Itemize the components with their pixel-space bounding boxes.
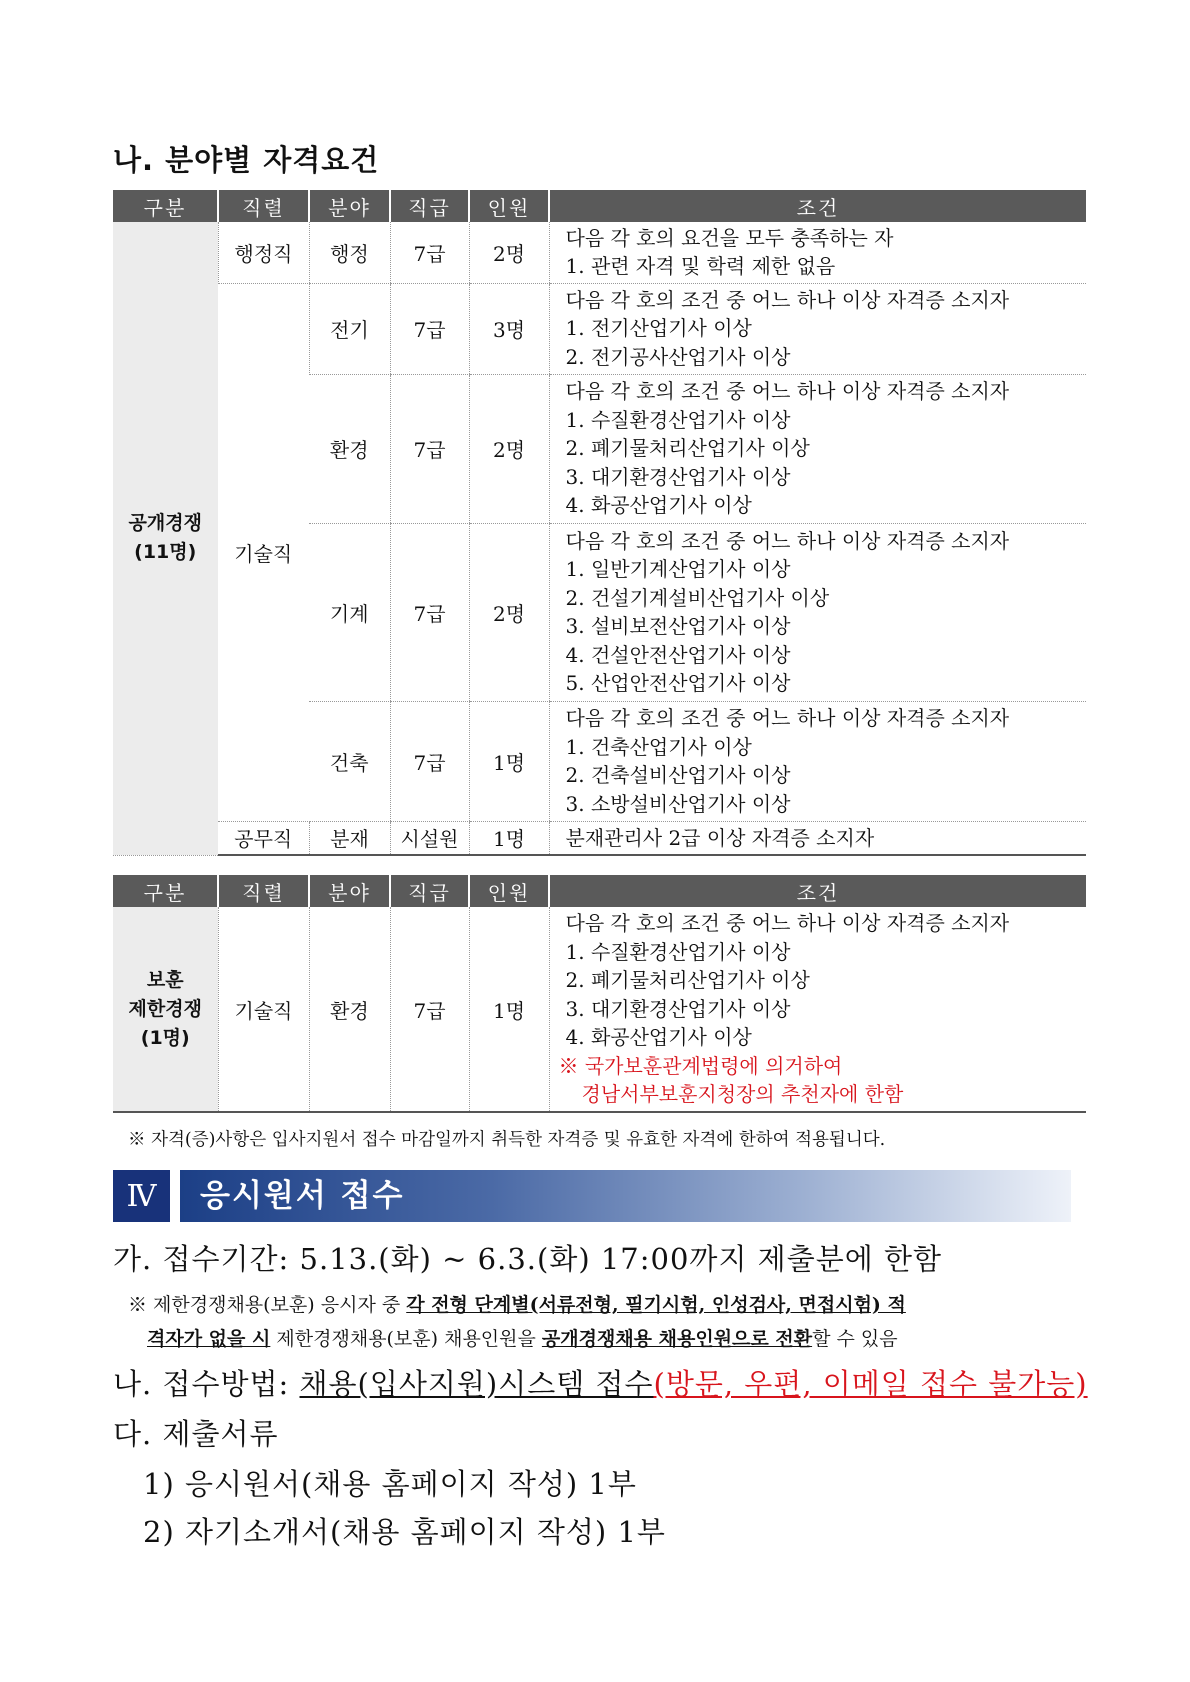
count-cell: 2명	[469, 523, 549, 701]
condition-cell: 다음 각 호의 조건 중 어느 하나 이상 자격증 소지자 1. 일반기계산업기사 이상 2. 건설기계설비산업기사 이상 3. 설비보전산업기사 이상 4. 건설안전산업기사 이상 5. 산업안전산업기사 이상	[549, 523, 1086, 701]
document-item: 2) 자기소개서(채용 홈페이지 작성) 1부	[143, 1515, 666, 1549]
grade-cell: 7급	[390, 907, 469, 1112]
header-grade: 직급	[390, 190, 469, 222]
table-footnote: ※ 자격(증)사항은 입사지원서 접수 마감일까지 취득한 자격증 및 유효한 자격에 한하여 적용됩니다.	[128, 1130, 886, 1150]
table-header-row	[113, 875, 1086, 907]
header-condition: 조건	[549, 875, 1086, 907]
group-cell: 보훈 제한경쟁 (1명)	[113, 907, 218, 1112]
condition-cell: 다음 각 호의 조건 중 어느 하나 이상 자격증 소지자 1. 건축산업기사 이상 2. 건축설비산업기사 이상 3. 소방설비산업기사 이상	[549, 701, 1086, 821]
field-cell: 환경	[309, 374, 390, 523]
condition-cell: 다음 각 호의 조건 중 어느 하나 이상 자격증 소지자 1. 수질환경산업기사 이상 2. 폐기물처리산업기사 이상 3. 대기환경산업기사 이상 4. 화공산업기사 이상 ※ 국가보훈관계법령에 의거하여 경남서부보훈지청장의 추천자에 한함	[549, 907, 1086, 1112]
veteran-note: ※ 국가보훈관계법령에 의거하여	[558, 1053, 843, 1078]
reception-method: 나. 접수방법: 채용(입사지원)시스템 접수(방문, 우편, 이메일 접수 불가능)	[113, 1367, 1088, 1401]
group-cell: 공개경쟁 (11명)	[113, 222, 218, 855]
qualification-table-open	[113, 190, 1086, 856]
condition-cell: 다음 각 호의 요건을 모두 충족하는 자 1. 관련 자격 및 학력 제한 없음	[549, 222, 1086, 283]
header-field: 분야	[309, 875, 390, 907]
table-header-row	[113, 190, 1086, 222]
header-series: 직렬	[218, 875, 309, 907]
section-title: 나. 분야별 자격요건	[113, 143, 380, 177]
header-series: 직렬	[218, 190, 309, 222]
header-condition: 조건	[549, 190, 1086, 222]
condition-cell: 분재관리사 2급 이상 자격증 소지자	[549, 821, 1086, 855]
field-cell: 행정	[309, 222, 390, 283]
documents-title: 다. 제출서류	[113, 1417, 279, 1451]
count-cell: 2명	[469, 222, 549, 283]
series-cell: 행정직	[218, 222, 309, 283]
header-grade: 직급	[390, 875, 469, 907]
table-row	[113, 283, 1086, 374]
section-banner	[113, 1170, 1071, 1222]
reception-period: 가. 접수기간: 5.13.(화) ~ 6.3.(화) 17:00까지 제출분에 한함	[113, 1242, 942, 1276]
header-field: 분야	[309, 190, 390, 222]
table-row	[113, 907, 1086, 1112]
field-cell: 기계	[309, 523, 390, 701]
grade-cell: 7급	[390, 222, 469, 283]
grade-cell: 7급	[390, 701, 469, 821]
condition-cell: 다음 각 호의 조건 중 어느 하나 이상 자격증 소지자 1. 전기산업기사 이상 2. 전기공사산업기사 이상	[549, 283, 1086, 374]
table-row	[113, 821, 1086, 855]
field-cell: 분재	[309, 821, 390, 855]
grade-cell: 7급	[390, 523, 469, 701]
count-cell: 1명	[469, 907, 549, 1112]
period-note-line2: 격자가 없을 시 제한경쟁채용(보훈) 채용인원을 공개경쟁채용 채용인원으로 전환할 수 있음	[147, 1328, 898, 1350]
series-cell: 기술직	[218, 907, 309, 1112]
series-cell: 공무직	[218, 821, 309, 855]
count-cell: 1명	[469, 821, 549, 855]
header-count: 인원	[469, 190, 549, 222]
field-cell: 건축	[309, 701, 390, 821]
header-count: 인원	[469, 875, 549, 907]
count-cell: 2명	[469, 374, 549, 523]
count-cell: 3명	[469, 283, 549, 374]
header-gubun: 구분	[113, 875, 218, 907]
grade-cell: 7급	[390, 374, 469, 523]
field-cell: 전기	[309, 283, 390, 374]
condition-cell: 다음 각 호의 조건 중 어느 하나 이상 자격증 소지자 1. 수질환경산업기사 이상 2. 폐기물처리산업기사 이상 3. 대기환경산업기사 이상 4. 화공산업기사 이상	[549, 374, 1086, 523]
veteran-note: 경남서부보훈지청장의 추천자에 한함	[581, 1082, 904, 1107]
section-heading: 응시원서 접수	[200, 1178, 405, 1214]
grade-cell: 시설원	[390, 821, 469, 855]
section-bar	[180, 1170, 1071, 1222]
series-cell: 기술직	[218, 283, 309, 821]
field-cell: 환경	[309, 907, 390, 1112]
table-row	[113, 222, 1086, 283]
grade-cell: 7급	[390, 283, 469, 374]
count-cell: 1명	[469, 701, 549, 821]
qualification-table-veterans	[113, 875, 1086, 1113]
section-number: Ⅳ	[113, 1170, 170, 1222]
header-gubun: 구분	[113, 190, 218, 222]
document-item: 1) 응시원서(채용 홈페이지 작성) 1부	[143, 1467, 637, 1501]
period-note-line1: ※ 제한경쟁채용(보훈) 응시자 중 각 전형 단계별(서류전형, 필기시험, 인성검사, 면접시험) 적	[128, 1294, 906, 1316]
